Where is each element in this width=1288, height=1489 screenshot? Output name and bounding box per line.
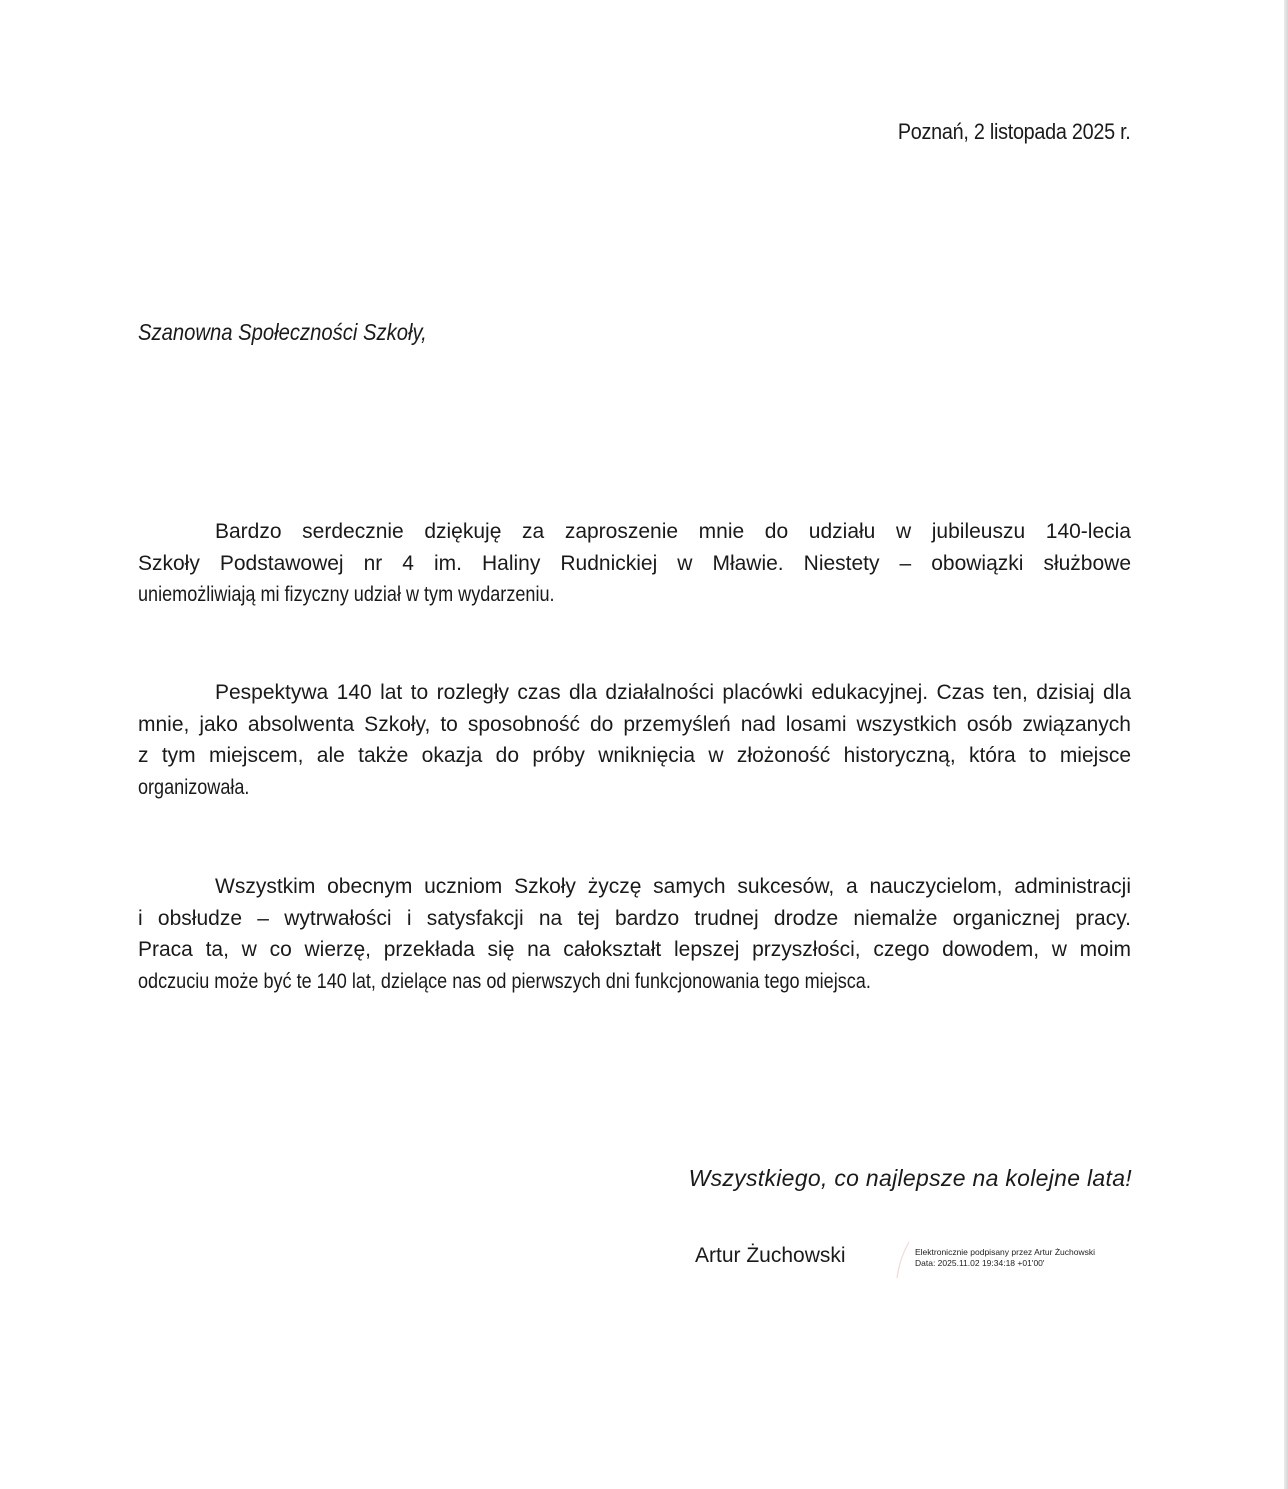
paragraph-line xyxy=(138,934,1131,966)
paragraph-line xyxy=(138,709,1131,741)
paragraph-line xyxy=(138,966,1131,998)
signer-name: Artur Żuchowski xyxy=(695,1244,846,1267)
line-text: Bardzo serdecznie dziękuję za zaproszenie mnie do udziału w jubileuszu 140-lecia xyxy=(215,520,1131,543)
paragraph-1 xyxy=(138,516,1131,611)
signature-stroke-icon xyxy=(893,1240,915,1280)
esign-signed-by: Elektronicznie podpisany przez Artur Żuchowski xyxy=(915,1247,1095,1257)
line-text: mnie, jako absolwenta Szkoły, to sposobność do przemyśleń nad losami wszystkich osób związanych xyxy=(138,712,1131,736)
letter-greeting: Szanowna Społeczności Szkoły, xyxy=(138,319,427,345)
page-edge xyxy=(1284,0,1288,1489)
line-text: Praca ta, w co wierzę, przekłada się na całokształt lepszej przyszłości, czego dowodem, w moim xyxy=(138,938,1131,961)
letter-date: Poznań, 2 listopada 2025 r. xyxy=(898,119,1131,144)
esign-date: Data: 2025.11.02 19:34:18 +01'00' xyxy=(915,1258,1045,1268)
paragraph-line xyxy=(138,516,1131,548)
line-text: Szkoły Podstawowej nr 4 im. Haliny Rudnickiej w Mławie. Niestety – obowiązki służbowe xyxy=(138,551,1131,575)
line-text: organizowała. xyxy=(138,775,250,799)
paragraph-line xyxy=(138,579,1131,611)
paragraph-line xyxy=(138,740,1131,772)
paragraph-2 xyxy=(138,677,1131,803)
paragraph-line xyxy=(138,772,1131,804)
paragraph-line xyxy=(138,871,1131,903)
line-text: odczuciu może być te 140 lat, dzielące nas od pierwszych dni funkcjonowania tego miejsca. xyxy=(138,969,871,993)
paragraph-line xyxy=(138,677,1131,709)
line-text: Pespektywa 140 lat to rozległy czas dla działalności placówki edukacyjnej. Czas ten, dzisiaj dla xyxy=(215,681,1131,704)
paragraph-line xyxy=(138,548,1131,580)
line-text: z tym miejscem, ale także okazja do próby wniknięcia w złożoność historyczną, która to miejsce xyxy=(138,744,1131,767)
line-text: Wszystkim obecnym uczniom Szkoły życzę samych sukcesów, a nauczycielom, administracji xyxy=(215,875,1131,898)
paragraph-line xyxy=(138,903,1131,935)
line-text: i obsłudze – wytrwałości i satysfakcji na tej bardzo trudnej drodze niemalże organicznej pracy. xyxy=(138,906,1131,930)
line-text: uniemożliwiają mi fizyczny udział w tym wydarzeniu. xyxy=(138,583,555,606)
letter-closing: Wszystkiego, co najlepsze na kolejne lata! xyxy=(688,1165,1132,1191)
paragraph-3 xyxy=(138,871,1131,997)
electronic-signature xyxy=(915,1247,1095,1269)
